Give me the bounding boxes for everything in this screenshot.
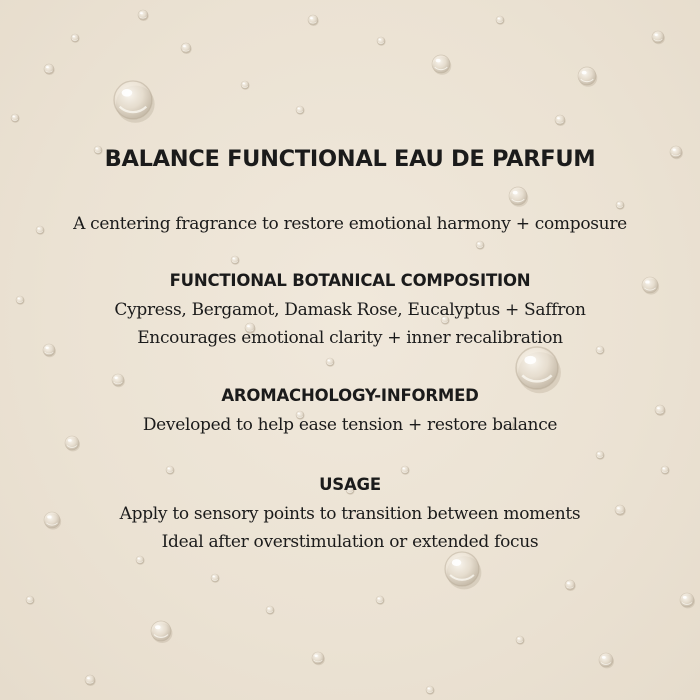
section-line: Cypress, Bergamot, Damask Rose, Eucalyptus + Saffron [114,300,586,320]
water-droplet [516,636,525,645]
water-droplet [181,43,192,54]
section-usage [0,472,700,556]
water-droplet [308,15,319,26]
water-droplet [680,593,695,608]
water-droplet [44,64,55,75]
water-droplet [616,201,625,210]
section-line: Apply to sensory points to transition between moments [119,504,581,524]
section-botanical-composition [0,268,700,352]
water-droplet [426,686,435,695]
section-heading: AROMACHOLOGY-INFORMED [221,386,479,405]
product-title: BALANCE FUNCTIONAL EAU DE PARFUM [104,146,596,172]
water-droplet [312,652,325,665]
water-droplet [241,81,250,90]
water-droplet [596,451,605,460]
water-droplet [652,31,665,44]
water-droplet [151,621,172,643]
water-droplet [85,675,96,686]
water-droplet [326,358,335,367]
water-droplet [565,580,576,591]
section-heading: FUNCTIONAL BOTANICAL COMPOSITION [169,271,531,290]
water-droplet [376,596,385,605]
water-droplet [231,256,240,265]
section-line: Ideal after overstimulation or extended focus [161,532,539,552]
water-droplet [114,81,155,123]
water-droplet [555,115,566,126]
water-droplet [476,241,485,250]
water-droplet [71,34,80,43]
water-droplet [509,187,528,207]
product-tagline: A centering fragrance to restore emotional harmony + composure [73,214,627,234]
water-droplet [578,67,597,87]
water-droplet [496,16,505,25]
water-droplet [445,552,481,589]
water-droplet [136,556,145,565]
water-droplet [11,114,20,123]
water-droplet [138,10,149,21]
section-line: Encourages emotional clarity + inner recalibration [137,328,563,348]
water-droplet [599,653,614,668]
water-droplet [296,106,305,115]
section-aromachology [0,383,700,439]
water-droplet [377,37,386,46]
water-droplet [26,596,35,605]
water-droplet [266,606,275,615]
water-droplet [432,55,451,75]
water-droplet [211,574,220,583]
section-heading: USAGE [319,475,381,494]
section-line: Developed to help ease tension + restore balance [142,415,558,435]
